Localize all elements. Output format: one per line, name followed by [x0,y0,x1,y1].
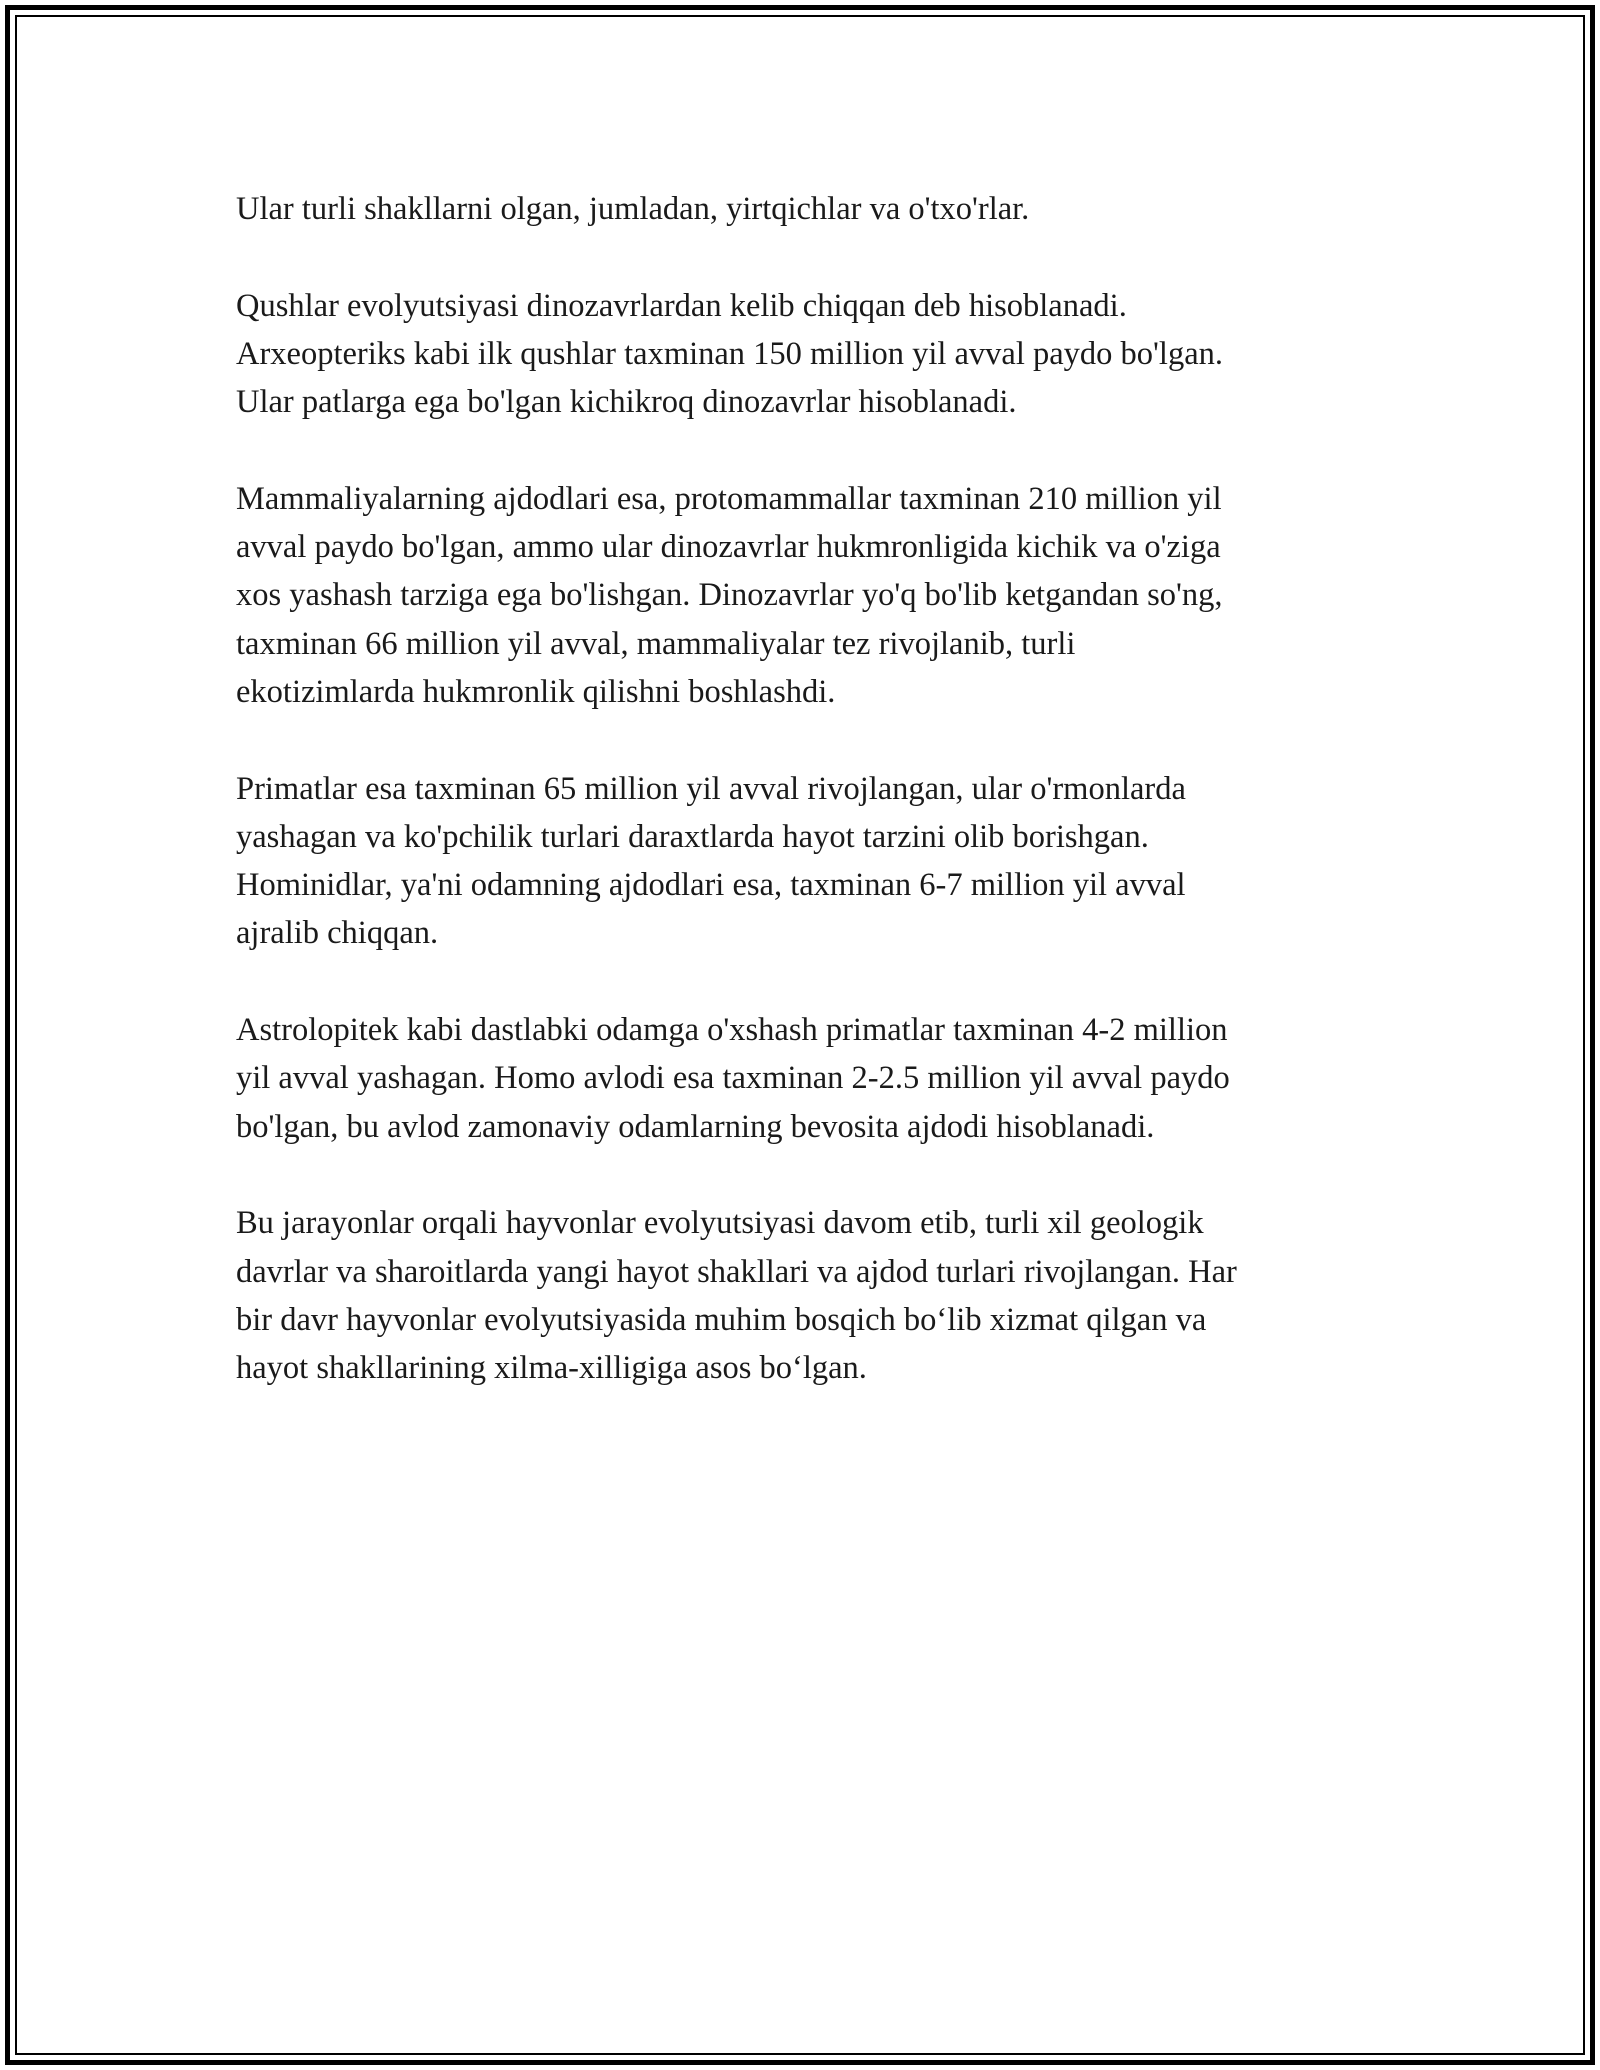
text-line: Primatlar esa taxminan 65 million yil avval rivojlangan, ular o'rmonlarda [236,770,1186,807]
paragraph-5 [236,1006,1376,1151]
text-line: Qushlar evolyutsiyasi dinozavrlardan kelib chiqqan deb hisoblanadi. [236,287,1127,324]
paragraph-4 [236,765,1376,958]
paragraph-3 [236,475,1376,716]
paragraph-2 [236,282,1376,427]
text-line: Ular turli shakllarni olgan, jumladan, yirtqichlar va o'txo'rlar. [236,191,1030,227]
text-line: xos yashash tarziga ega bo'lishgan. Dinozavrlar yo'q bo'lib ketgandan so'ng, [236,577,1223,614]
text-line: davrlar va sharoitlarda yangi hayot shakllari va ajdod turlari rivojlangan. Har [236,1253,1237,1290]
text-line: Ular patlarga ega bo'lgan kichikroq dinozavrlar hisoblanadi. [236,384,1017,421]
paragraph-6 [236,1199,1376,1392]
text-line: avval paydo bo'lgan, ammo ular dinozavrlar hukmronligida kichik va o'ziga [236,529,1221,566]
text-line: ajralib chiqqan. [236,915,439,952]
text-line: Mammaliyalarning ajdodlari esa, protomammallar taxminan 210 million yil [236,480,1222,517]
paragraph-1 [236,185,1376,233]
text-line: hayot shakllarining xilma-xilligiga asos bo‘lgan. [236,1350,867,1387]
text-line: taxminan 66 million yil avval, mammaliyalar tez rivojlanib, turli [236,625,1076,662]
text-line: yil avval yashagan. Homo avlodi esa taxminan 2-2.5 million yil avval paydo [236,1060,1230,1097]
document-body [236,185,1376,1441]
text-line: bir davr hayvonlar evolyutsiyasida muhim bosqich bo‘lib xizmat qilgan va [236,1301,1207,1338]
text-line: bo'lgan, bu avlod zamonaviy odamlarning bevosita ajdodi hisoblanadi. [236,1108,1155,1145]
text-line: yashagan va ko'pchilik turlari daraxtlarda hayot tarzini olib borishgan. [236,818,1149,855]
text-line: Bu jarayonlar orqali hayvonlar evolyutsiyasi davom etib, turli xil geologik [236,1205,1204,1242]
text-line: Hominidlar, ya'ni odamning ajdodlari esa, taxminan 6-7 million yil avval [236,867,1186,904]
text-line: Arxeopteriks kabi ilk qushlar taxminan 150 million yil avval paydo bo'lgan. [236,335,1223,372]
text-line: Astrolopitek kabi dastlabki odamga o'xshash primatlar taxminan 4-2 million [236,1012,1228,1049]
text-line: ekotizimlarda hukmronlik qilishni boshlashdi. [236,673,836,710]
